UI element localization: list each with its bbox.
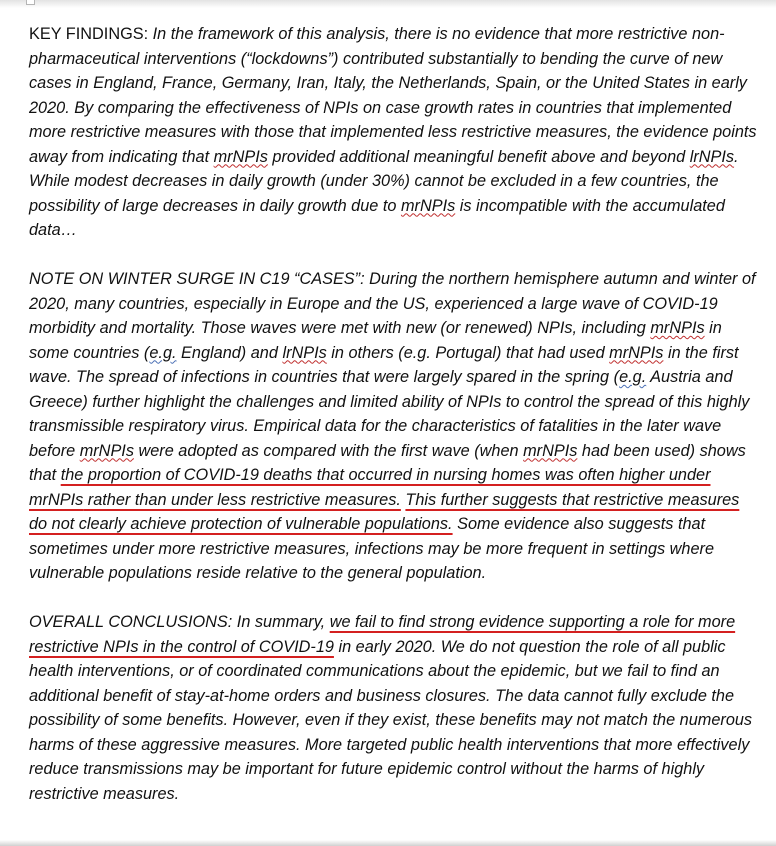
spellcheck-term[interactable]: lrNPIs (689, 147, 735, 166)
key-findings-label: KEY FINDINGS: (29, 25, 149, 43)
document-body[interactable] (29, 22, 757, 831)
winter-surge-text: NOTE ON WINTER SURGE IN C19 “CASES”: During the northern hemisphere autumn and winter of 2020, many countries, especially in Europe and the US, experienced a large wave of COVID-19 morbidity and mortality. Those waves were met with new (or renewed) NPIs, including mrNPIs in some countries (e.g. England) and lrNPIs in others (e.g. Portugal) that had used mrNPIs in the first wave. The spread of infections in countries that were largely spared in the spring (e.g. Austria and Greece) further highlight the challenges and limited ability of NPIs to control the spread of this highly transmissible respiratory virus. Empirical data for the characteristics of fatalities in the later wave before mrNPIs were adopted as compared with the first wave (when mrNPIs had been used) shows that the proportion of COVID-19 deaths that occurred in nursing homes was often higher under mrNPIs rather than under less restrictive measures. This further suggests that restrictive measures do not clearly achieve protection of vulnerable populations. Some evidence also suggests that sometimes under more restrictive measures, infections may be more frequent in settings where vulnerable populations reside relative to the general population. (29, 270, 756, 582)
spellcheck-term[interactable]: mrNPIs (213, 147, 268, 166)
key-findings-text: In the framework of this analysis, there is no evidence that more restrictive non-pharmaceutical interventions (“lockdowns”) contributed substantially to bending the curve of new cases in England, France, Germany, Iran, Italy, the Netherlands, Spain, or the United States in early 2020. By comparing the effectiveness of NPIs on case growth rates in countries that implemented more restrictive measures with those that implemented less restrictive measures, the evidence points away from indicating that mrNPIs provided additional meaningful benefit above and beyond lrNPIs. While modest decreases in daily growth (under 30%) cannot be excluded in a few countries, the possibility of large decreases in daily growth due to mrNPIs is incompatible with the accumulated data… (29, 25, 757, 239)
winter-surge-paragraph (29, 267, 757, 586)
spellcheck-term[interactable]: mrNPIs (609, 343, 664, 362)
spellcheck-term[interactable]: mrNPIs (523, 441, 578, 460)
overall-conclusions-paragraph (29, 610, 757, 806)
page-top-edge (0, 0, 776, 8)
key-findings-paragraph (29, 22, 757, 243)
grammar-flag-term[interactable]: e.g. (619, 368, 647, 386)
spellcheck-term[interactable]: mrNPIs (650, 319, 705, 337)
spellcheck-term[interactable]: mrNPIs (400, 196, 456, 215)
spellcheck-term[interactable]: lrNPIs (282, 343, 327, 362)
page-corner-marker (26, 0, 35, 5)
spellcheck-term[interactable]: mrNPIs (79, 441, 134, 460)
page-bottom-edge (0, 840, 776, 846)
overall-conclusions-text: OVERALL CONCLUSIONS: In summary, we fail to find strong evidence supporting a role for more restrictive NPIs in the control of COVID-19 in early 2020. We do not question the role of all public health interventions, or of coordinated communications about the epidemic, but we fail to find an additional benefit of stay-at-home orders and business closures. The data cannot fully exclude the possibility of some benefits. However, even if they exist, these benefits may not match the numerous harms of these aggressive measures. More targeted public health interventions that more effectively reduce transmissions may be important for future epidemic control without the harms of highly restrictive measures. (29, 613, 753, 803)
red-underlined-passage: we fail to find strong evidence supporting a role for more restrictive NPIs in the control of COVID-19 (29, 613, 736, 656)
grammar-flag-term[interactable]: e.g. (149, 343, 177, 362)
red-underlined-passage: This further suggests that restrictive measures do not clearly achieve protection of vulnerable populations. (29, 490, 740, 533)
red-underlined-passage: the proportion of COVID-19 deaths that occurred in nursing homes was often higher under mrNPIs rather than under less restrictive measures. (29, 466, 711, 509)
